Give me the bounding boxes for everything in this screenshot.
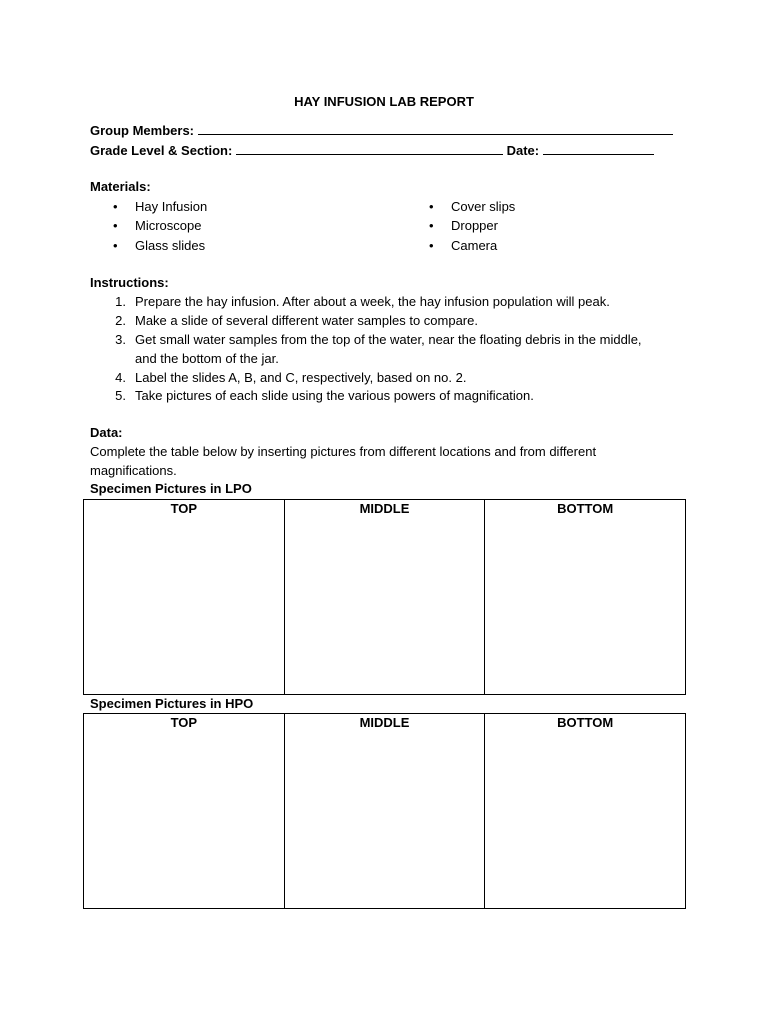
group-members-label: Group Members: xyxy=(90,123,195,138)
instruction-text: and the bottom of the jar. xyxy=(135,351,279,366)
bullet-icon: • xyxy=(113,218,118,233)
bullet-icon: • xyxy=(429,218,434,233)
materials-heading: Materials: xyxy=(90,179,151,194)
hpo-middle-cell[interactable]: MIDDLE xyxy=(284,714,485,909)
grade-date-row xyxy=(90,142,654,158)
lpo-top-cell[interactable]: TOP xyxy=(84,500,285,695)
hpo-table-caption: Specimen Pictures in HPO xyxy=(90,696,254,711)
document-title: HAY INFUSION LAB REPORT xyxy=(294,94,474,109)
instruction-number: 2. xyxy=(115,313,126,328)
instruction-text: Make a slide of several different water samples to compare. xyxy=(135,313,478,328)
data-heading: Data: xyxy=(90,425,123,440)
lpo-table-caption: Specimen Pictures in LPO xyxy=(90,481,252,496)
bullet-icon: • xyxy=(113,238,118,253)
date-label: Date: xyxy=(506,143,540,158)
grade-level-blank[interactable] xyxy=(236,142,503,155)
instruction-number: 3. xyxy=(115,332,126,347)
instruction-number: 4. xyxy=(115,370,126,385)
instruction-number: 5. xyxy=(115,388,126,403)
grade-level-label: Grade Level & Section: xyxy=(90,143,233,158)
group-members-row xyxy=(90,122,673,138)
date-blank[interactable] xyxy=(543,142,654,155)
document-page: HAY INFUSION LAB REPORT Group Members: Grade Level & Section: Date: Materials: • Hay Infusion • Microscope • Glass slides • Cover slips • Dropper • Camera Instructions: 1. Prepare the hay infusion. After about a week, the hay infusion population will peak. 2. Make a slide of several different water samples to compare. 3. Get small water samples from the top of the water, near the floating debris in the middle, and the bottom of the jar. 4. Label the slides A, B, and C, respectively, based on no. 2. 5. Take pictures of each slide using the various powers of magnification. Data: Complete the table below by inserting pictures from different locations and from different magnifications. Specimen Pictures in LPO TOP MIDDLE BOTTOM Specimen Pictures in HPO TOP MIDDLE BOTTOM xyxy=(0,0,768,1024)
hpo-top-cell[interactable]: TOP xyxy=(84,714,285,909)
instruction-text: Take pictures of each slide using the various powers of magnification. xyxy=(135,388,534,403)
instruction-number: 1. xyxy=(115,294,126,309)
bullet-icon: • xyxy=(429,199,434,214)
data-description: magnifications. xyxy=(90,463,177,478)
bullet-icon: • xyxy=(429,238,434,253)
instruction-text: Label the slides A, B, and C, respectively, based on no. 2. xyxy=(135,370,467,385)
lpo-middle-cell[interactable]: MIDDLE xyxy=(284,500,485,695)
bullet-icon: • xyxy=(113,199,118,214)
instruction-text: Get small water samples from the top of the water, near the floating debris in the middle, xyxy=(135,332,642,347)
lpo-table xyxy=(83,499,686,695)
data-description: Complete the table below by inserting pictures from different locations and from different xyxy=(90,444,597,459)
instruction-text: Prepare the hay infusion. After about a week, the hay infusion population will peak. xyxy=(135,294,610,309)
hpo-table xyxy=(83,713,686,909)
instructions-heading: Instructions: xyxy=(90,275,169,290)
lpo-bottom-cell[interactable]: BOTTOM xyxy=(485,500,686,695)
group-members-blank[interactable] xyxy=(198,122,673,135)
hpo-bottom-cell[interactable]: BOTTOM xyxy=(485,714,686,909)
